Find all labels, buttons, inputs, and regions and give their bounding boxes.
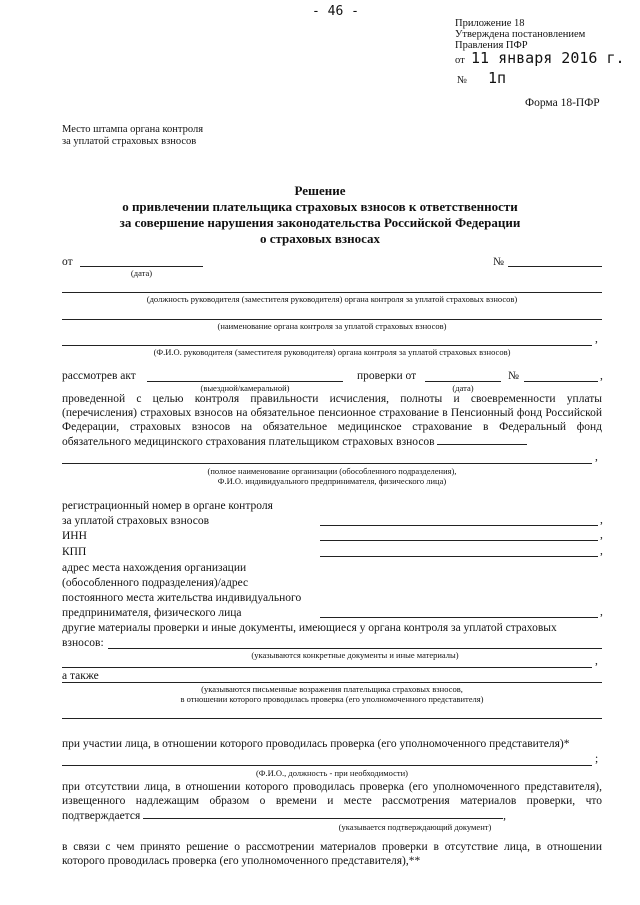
address-label-1: адрес места нахождения организации xyxy=(62,562,247,574)
board-label: Правления ПФР xyxy=(455,40,528,51)
absence-paragraph xyxy=(62,780,602,823)
objections-field[interactable] xyxy=(62,682,602,683)
reg-number-label-1: регистрационный номер в органе контроля xyxy=(62,500,273,512)
stamp-place-line2: за уплатой страховых взносов xyxy=(62,136,197,147)
purpose-paragraph xyxy=(62,392,602,449)
title-line-4: о страховых взносах xyxy=(259,231,381,246)
address-label-4: предпринимателя, физического лица xyxy=(62,607,242,619)
confirm-doc-caption: (указывается подтверждающий документ) xyxy=(338,822,492,832)
page-number: - 46 - xyxy=(312,4,359,19)
no-label: № xyxy=(493,256,504,268)
appendix-label: Приложение 18 xyxy=(455,18,525,29)
date-caption: (дата) xyxy=(130,268,153,278)
comma: , xyxy=(600,529,603,541)
address-label-2: (обособленного подразделения)/адрес xyxy=(62,577,249,589)
act-number-field[interactable] xyxy=(524,381,598,382)
comma: , xyxy=(595,451,598,463)
stamp-place-line1: Место штампа органа контроля xyxy=(62,124,204,135)
objections-caption-2: в отношении которого проводилась проверка (его уполномоченного представителя) xyxy=(180,694,484,704)
reg-number-label-2: за уплатой страховых взносов xyxy=(62,515,210,527)
payer-field[interactable] xyxy=(437,434,527,445)
org-name-field[interactable] xyxy=(62,463,592,464)
approval-date: 11 января 2016 г. xyxy=(471,49,625,67)
no-prefix: № xyxy=(457,75,468,86)
objections-caption-1: (указываются письменные возражения плательщика страховых взносов, xyxy=(201,684,463,694)
act-type-caption: (выездной/камеральной) xyxy=(200,383,290,393)
considered-act-label: рассмотрев акт xyxy=(62,370,136,382)
authority-name-field[interactable] xyxy=(62,319,602,320)
other-materials-line-2: взносов: xyxy=(62,637,104,649)
address-label-3: постоянного места жительства индивидуального xyxy=(62,592,302,604)
org-name-caption-1: (полное наименование организации (обособленного подразделения), xyxy=(207,466,457,476)
kpp-field[interactable] xyxy=(320,556,598,557)
from-prefix: от xyxy=(455,55,465,66)
decision-paragraph xyxy=(62,840,602,868)
form-label: Форма 18-ПФР xyxy=(525,97,600,109)
act-no-label: № xyxy=(508,370,519,382)
documents-field[interactable] xyxy=(108,648,602,649)
semicolon: ; xyxy=(595,753,599,765)
also-label: а также xyxy=(62,670,99,682)
comma: , xyxy=(503,810,506,822)
inspection-date-field[interactable] xyxy=(425,381,501,382)
comma: , xyxy=(600,545,603,557)
purpose-text: проведенной с целью контроля правильности исчисления, полноты и своевременности уплаты (перечисления) страховых взносов на обязательное пенсионное страхование в Пенсионный фонд Российской Федерации, страховых взносов на обязательное медицинское страхование в Федеральный фонд обязательного медицинского страхования плательщиком страховых взносов xyxy=(62,393,602,448)
participation-text: при участии лица, в отношении которого проводилась проверка (его уполномоченного представителя)* xyxy=(62,738,570,750)
inn-label: ИНН xyxy=(62,530,87,542)
org-name-caption-2: Ф.И.О. индивидуального предпринимателя, физического лица) xyxy=(217,476,447,486)
other-materials-line-1: другие материалы проверки и иные документы, имеющиеся у органа контроля за уплатой страховых xyxy=(62,622,557,634)
authority-name-caption: (наименование органа контроля за уплатой страховых взносов) xyxy=(217,321,447,331)
inn-field[interactable] xyxy=(320,540,598,541)
decision-text: в связи с чем принято решение о рассмотрении материалов проверки в отсутствие лица, в отношении которого проводилась проверка (его уполномоченного представителя),** xyxy=(62,841,602,867)
objections-field-2[interactable] xyxy=(62,718,602,719)
address-field[interactable] xyxy=(320,617,598,618)
reg-number-field[interactable] xyxy=(320,525,598,526)
date-field[interactable] xyxy=(80,266,203,267)
head-position-field[interactable] xyxy=(62,292,602,293)
approval-number: 1п xyxy=(488,69,507,87)
comma: , xyxy=(595,333,598,345)
comma: , xyxy=(600,370,603,382)
absence-text: при отсутствии лица, в отношении которого проводилась проверка (его уполномоченного представителя), извещенного надлежащим образом о времени и месте рассмотрения материалов проверки, что подтверждается xyxy=(62,781,602,822)
number-field[interactable] xyxy=(508,266,602,267)
from-label: от xyxy=(62,256,73,268)
participant-field[interactable] xyxy=(62,765,592,766)
comma: , xyxy=(595,655,598,667)
approved-label: Утверждена постановлением xyxy=(455,29,586,40)
title-line-2: о привлечении плательщика страховых взносов к ответственности xyxy=(122,199,518,214)
kpp-label: КПП xyxy=(62,546,87,558)
participant-caption: (Ф.И.О., должность - при необходимости) xyxy=(255,768,409,778)
documents-field-2[interactable] xyxy=(62,667,592,668)
inspection-date-caption: (дата) xyxy=(452,383,474,393)
comma: , xyxy=(600,514,603,526)
confirm-doc-field[interactable] xyxy=(143,808,503,819)
act-type-field[interactable] xyxy=(147,381,343,382)
title-decision: Решение xyxy=(294,183,346,198)
head-fio-field[interactable] xyxy=(62,345,592,346)
title-line-3: за совершение нарушения законодательства Российской Федерации xyxy=(119,215,521,230)
inspection-from-label: проверки от xyxy=(357,370,417,382)
comma: , xyxy=(600,606,603,618)
head-position-caption: (должность руководителя (заместителя руководителя) органа контроля за уплатой страховых взносов) xyxy=(146,294,518,304)
head-fio-caption: (Ф.И.О. руководителя (заместителя руководителя) органа контроля за уплатой страховых взносов) xyxy=(153,347,511,357)
documents-caption: (указываются конкретные документы и иные материалы) xyxy=(251,650,459,660)
